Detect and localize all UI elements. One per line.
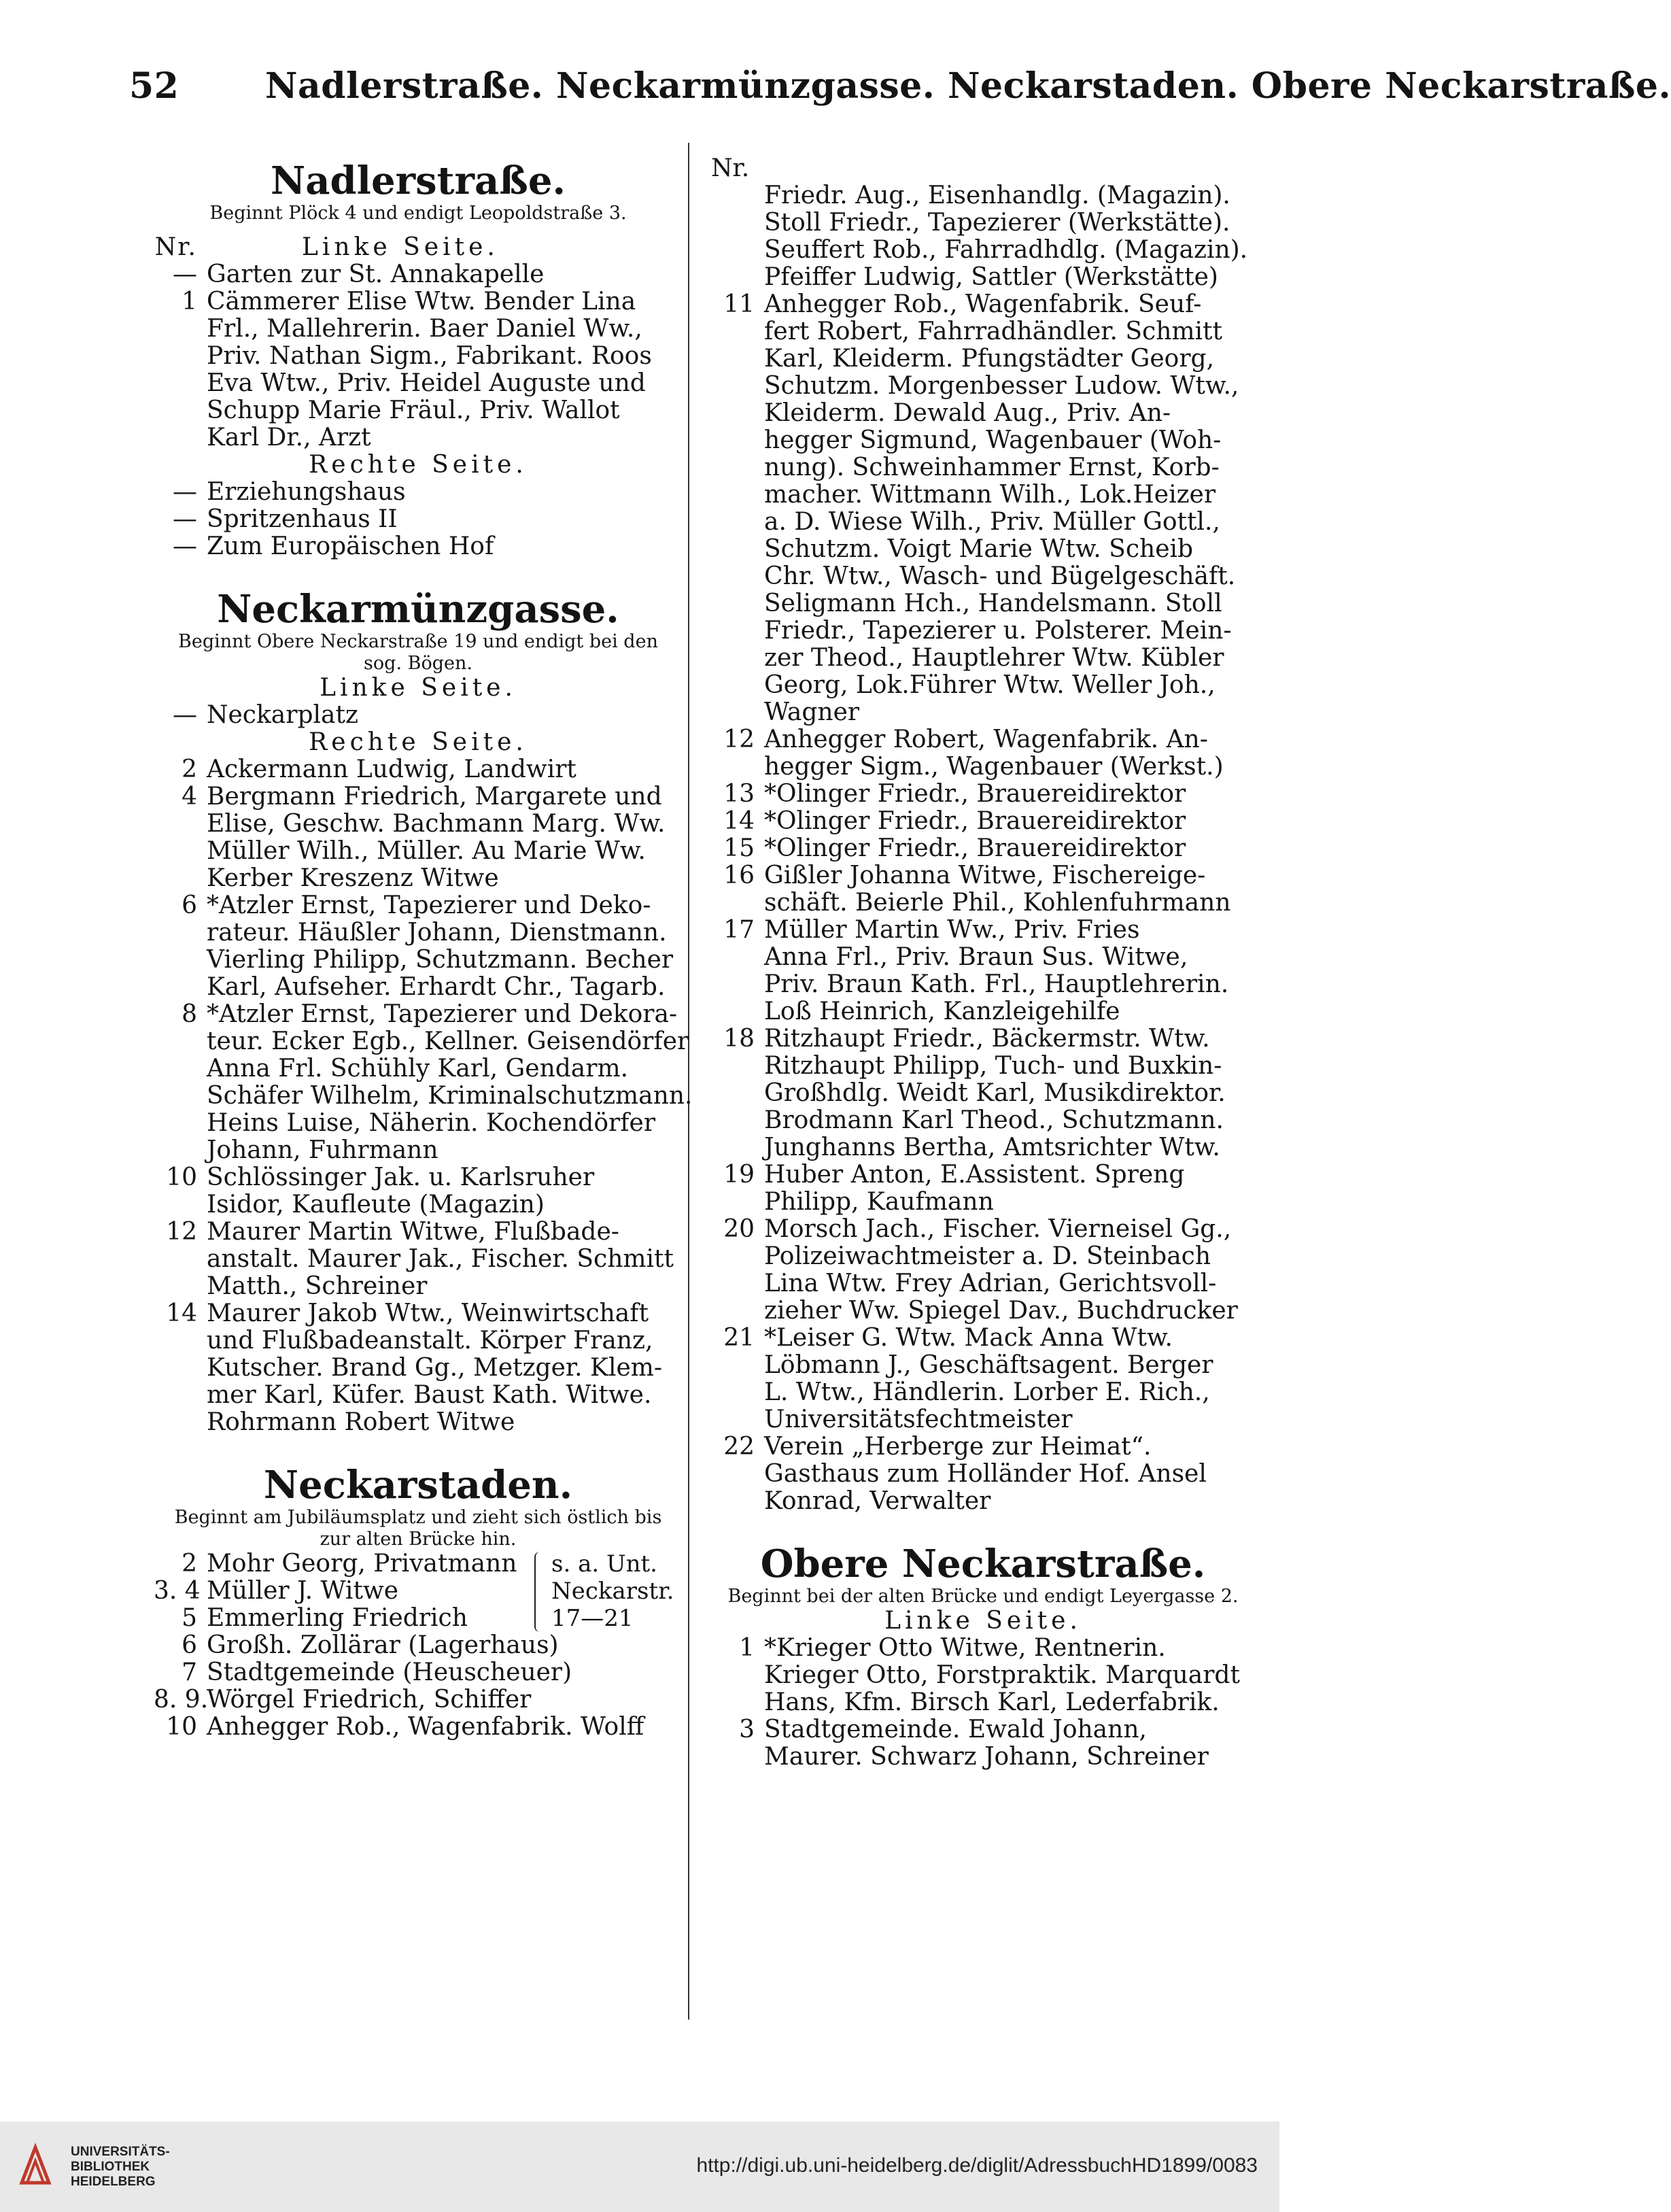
entry-line — [711, 373, 1255, 400]
street-title: Neckarstaden. — [263, 1463, 573, 1508]
entry-text: hegger Sigmund, Wagenbauer (Woh- — [764, 426, 1222, 454]
street-title: Nadlerstraße. — [271, 158, 566, 203]
entry-text: Krieger Otto, Forstpraktik. Marquardt — [764, 1661, 1240, 1689]
house-number: 11 — [723, 290, 755, 318]
entry-text: Zum Europäischen Hof — [207, 532, 494, 560]
entry-text: Spritzenhaus II — [207, 505, 398, 533]
entry-line — [711, 1433, 1255, 1461]
logo-line: HEIDELBERG — [71, 2175, 156, 2189]
entry-text: Johann, Fuhrmann — [207, 1136, 438, 1164]
entry-text: Matth., Schreiner — [207, 1272, 428, 1300]
spacer — [154, 1436, 683, 1459]
side-header: Linke Seite. — [320, 674, 517, 702]
entry-line — [154, 1382, 683, 1409]
entry-line — [154, 947, 683, 974]
entry-text: Priv. Braun Kath. Frl., Hauptlehrerin. — [764, 970, 1229, 998]
street-intro: zur alten Brücke hin. — [320, 1529, 517, 1550]
entry-text: Karl, Aufseher. Erhardt Chr., Tagarb. — [207, 973, 666, 1001]
entry-text: Karl Dr., Arzt — [207, 424, 371, 452]
street-intro: sog. Bögen. — [364, 653, 472, 674]
entry-text: Ritzhaupt Philipp, Tuch- und Buxkin- — [764, 1052, 1222, 1080]
entry-line — [154, 1686, 683, 1714]
side-header-row — [154, 234, 683, 261]
house-number: 6 — [182, 1631, 197, 1659]
entry-text: L. Wtw., Händlerin. Lorber E. Rich., — [764, 1378, 1210, 1406]
entry-line — [154, 865, 683, 892]
entry-line — [711, 617, 1255, 645]
cross-reference-line: 17—21 — [551, 1605, 634, 1632]
entry-text: Vierling Philipp, Schutzmann. Becher — [207, 946, 674, 974]
entry-line — [154, 1355, 683, 1382]
entry-text: Cämmerer Elise Wtw. Bender Lina — [207, 288, 636, 316]
entry-line — [711, 1325, 1255, 1352]
entry-line — [711, 1716, 1255, 1743]
cross-reference-note — [551, 1550, 687, 1632]
entry-text: Friedr. Aug., Eisenhandlg. (Magazin). — [764, 182, 1230, 209]
street-intro: Beginnt Obere Neckarstraße 19 und endigt bei den — [178, 631, 658, 652]
entry-line — [711, 454, 1255, 481]
entry-text: Gasthaus zum Holländer Hof. Ansel — [764, 1460, 1207, 1488]
entry-text: Junghanns Bertha, Amtsrichter Wtw. — [764, 1134, 1220, 1161]
entry-line — [711, 1025, 1255, 1053]
entry-text: und Flußbadeanstalt. Körper Franz, — [207, 1327, 653, 1355]
street-intro: Beginnt Plöck 4 und endigt Leopoldstraße 3. — [209, 203, 627, 224]
entry-text: Mohr Georg, Privatmann — [207, 1550, 517, 1578]
side-header: Rechte Seite. — [309, 451, 528, 479]
entry-text: Bergmann Friedrich, Margarete und — [207, 783, 662, 811]
entry-line — [154, 1714, 683, 1741]
entry-text: rateur. Häußler Johann, Dienstmann. — [207, 919, 667, 947]
entry-line — [711, 1189, 1255, 1216]
entry-text: Großhdlg. Weidt Karl, Musikdirektor. — [764, 1079, 1226, 1107]
entry-text: schäft. Beierle Phil., Kohlenfuhrmann — [764, 889, 1231, 917]
entry-line — [154, 288, 683, 316]
entry-text: Müller Martin Ww., Priv. Fries — [764, 916, 1140, 944]
entry-line — [154, 506, 683, 533]
entry-line — [154, 261, 683, 288]
entry-text: Rohrmann Robert Witwe — [207, 1408, 515, 1436]
entry-text: Anna Frl. Schühly Karl, Gendarm. — [207, 1055, 629, 1083]
entry-line — [711, 726, 1255, 753]
house-number: 7 — [182, 1658, 197, 1686]
entry-line — [711, 1379, 1255, 1406]
entry-line — [711, 1406, 1255, 1433]
cross-reference-line: Neckarstr. — [551, 1578, 674, 1605]
entry-line — [711, 645, 1255, 672]
entry-line — [154, 1409, 683, 1436]
entry-line — [711, 1161, 1255, 1189]
entry-text: hegger Sigm., Wagenbauer (Werkst.) — [764, 753, 1224, 781]
entry-text: Gißler Johanna Witwe, Fischereige- — [764, 862, 1206, 889]
entry-text: Schutzm. Morgenbesser Ludow. Wtw., — [764, 372, 1239, 400]
entry-line — [711, 509, 1255, 536]
house-number: — — [173, 532, 197, 560]
entry-text: *Olinger Friedr., Brauereidirektor — [764, 807, 1186, 835]
entry-line — [711, 1243, 1255, 1270]
page-number: 52 — [129, 65, 179, 107]
entry-line — [154, 1137, 683, 1164]
entry-text: Morsch Jach., Fischer. Vierneisel Gg., — [764, 1215, 1232, 1243]
house-number: 22 — [723, 1433, 755, 1461]
entry-text: Karl, Kleiderm. Pfungstädter Georg, — [764, 345, 1215, 373]
entry-text: Heins Luise, Näherin. Kochendörfer — [207, 1109, 656, 1137]
entry-text: Müller Wilh., Müller. Au Marie Ww. — [207, 837, 646, 865]
entry-text: teur. Ecker Egb., Kellner. Geisendörfer — [207, 1027, 689, 1055]
library-logo-icon — [15, 2142, 56, 2190]
entry-text: Brodmann Karl Theod., Schutzmann. — [764, 1106, 1224, 1134]
house-number: 10 — [166, 1163, 197, 1191]
logo-line: BIBLIOTHEK — [71, 2160, 150, 2174]
entry-text: Verein „Herberge zur Heimat“. — [764, 1433, 1152, 1461]
entry-line — [154, 838, 683, 865]
house-number: 13 — [723, 780, 755, 808]
house-number: 14 — [723, 807, 755, 835]
entry-line — [154, 974, 683, 1001]
entry-line — [154, 1191, 683, 1219]
entry-line — [711, 1689, 1255, 1716]
entry-text: Anna Frl., Priv. Braun Sus. Witwe, — [764, 943, 1188, 971]
house-number: 18 — [723, 1025, 755, 1053]
house-number: 21 — [723, 1324, 755, 1352]
entry-line — [711, 672, 1255, 699]
entry-text: Schupp Marie Fräul., Priv. Wallot — [207, 396, 620, 424]
entry-text: Frl., Mallehrerin. Baer Daniel Ww., — [207, 315, 642, 343]
side-header: Rechte Seite. — [309, 728, 528, 756]
entry-text: Georg, Lok.Führer Wtw. Weller Joh., — [764, 671, 1216, 699]
house-number: 8 — [182, 1000, 197, 1028]
entry-line — [154, 1219, 683, 1246]
entry-line — [154, 397, 683, 424]
entry-line — [711, 481, 1255, 509]
house-number: 16 — [723, 862, 755, 889]
entry-line — [711, 1297, 1255, 1325]
entry-text: Erziehungshaus — [207, 478, 406, 506]
entry-line — [154, 1273, 683, 1300]
entry-text: Müller J. Witwe — [207, 1577, 399, 1605]
entry-text: Kutscher. Brand Gg., Metzger. Klem- — [207, 1354, 663, 1382]
house-number: 6 — [182, 891, 197, 919]
entry-line — [154, 1300, 683, 1327]
house-number: 3. 4 — [154, 1577, 201, 1605]
house-number: — — [173, 260, 197, 288]
entry-line — [711, 1488, 1255, 1515]
entry-text: Schäfer Wilhelm, Kriminalschutzmann. — [207, 1082, 693, 1110]
entry-line — [154, 424, 683, 452]
spacer — [711, 1515, 1255, 1538]
entry-line — [711, 1216, 1255, 1243]
entry-text: *Atzler Ernst, Tapezierer und Dekora- — [207, 1000, 678, 1028]
entry-text: nung). Schweinhammer Ernst, Korb- — [764, 454, 1220, 481]
entry-text: Stoll Friedr., Tapezierer (Werkstätte). — [764, 209, 1230, 237]
entry-text: Schlössinger Jak. u. Karlsruher — [207, 1163, 595, 1191]
entry-line — [154, 1632, 683, 1659]
entry-text: Maurer Jakob Wtw., Weinwirtschaft — [207, 1299, 649, 1327]
entry-line — [711, 1053, 1255, 1080]
entry-line — [154, 1327, 683, 1355]
library-logo-text — [71, 2145, 170, 2190]
street-intro: Beginnt am Jubiläumsplatz und zieht sich östlich bis — [174, 1507, 662, 1528]
side-header: Linke Seite. — [884, 1607, 1082, 1635]
logo-line: UNIVERSITÄTS- — [71, 2145, 170, 2159]
entry-text: Garten zur St. Annakapelle — [207, 260, 545, 288]
entry-line — [711, 998, 1255, 1025]
street-intro: Beginnt bei der alten Brücke und endigt Leyergasse 2. — [727, 1586, 1239, 1607]
entry-text: anstalt. Maurer Jak., Fischer. Schmitt — [207, 1245, 674, 1273]
right-column — [711, 155, 1255, 1771]
left-column — [154, 155, 693, 1741]
entry-text: Anhegger Rob., Wagenfabrik. Seuf- — [764, 290, 1202, 318]
entry-line — [154, 343, 683, 370]
house-number: 12 — [166, 1218, 197, 1246]
entry-text: a. D. Wiese Wilh., Priv. Müller Gottl., — [764, 508, 1220, 536]
entry-text: Loß Heinrich, Kanzleigehilfe — [764, 998, 1120, 1025]
neckarstaden-entries — [154, 1550, 683, 1741]
entry-line — [711, 917, 1255, 944]
entry-line — [711, 1662, 1255, 1689]
entry-text: Isidor, Kaufleute (Magazin) — [207, 1191, 545, 1219]
nr-label: Nr. — [711, 154, 750, 182]
entry-line — [154, 1082, 693, 1110]
house-number: 20 — [723, 1215, 755, 1243]
source-url-link[interactable]: http://digi.ub.uni-heidelberg.de/diglit/AdressbuchHD1899/0083 — [696, 2154, 1258, 2177]
entry-line — [154, 811, 683, 838]
entry-text: Eva Wtw., Priv. Heidel Auguste und — [207, 369, 646, 397]
entry-text: Stadtgemeinde (Heuscheuer) — [207, 1658, 572, 1686]
house-number: 12 — [723, 726, 755, 753]
entry-line — [711, 971, 1255, 998]
entry-text: Konrad, Verwalter — [764, 1487, 991, 1515]
entry-line — [154, 1027, 689, 1055]
entry-text: Lina Wtw. Frey Adrian, Gerichtsvoll- — [764, 1270, 1217, 1297]
entry-line — [711, 563, 1255, 590]
entry-line — [711, 889, 1255, 917]
entry-line — [711, 345, 1255, 373]
entry-text: Neckarplatz — [207, 701, 358, 729]
entry-line — [711, 781, 1255, 808]
entry-line — [711, 1134, 1255, 1161]
entry-text: Maurer. Schwarz Johann, Schreiner — [764, 1743, 1209, 1771]
entry-line — [711, 590, 1255, 617]
house-number: 14 — [166, 1299, 197, 1327]
entry-text: Anhegger Rob., Wagenfabrik. Wolff — [207, 1713, 644, 1741]
entry-line — [154, 316, 683, 343]
house-number: — — [173, 505, 197, 533]
entry-line — [711, 291, 1255, 318]
entry-line — [711, 182, 1255, 209]
entry-line — [711, 427, 1255, 454]
house-number: 3 — [739, 1716, 755, 1743]
entry-line — [154, 1246, 683, 1273]
entry-text: Friedr., Tapezierer u. Polsterer. Mein- — [764, 617, 1232, 645]
house-number: 8. 9. — [154, 1686, 209, 1714]
entry-text: Seligmann Hch., Handelsmann. Stoll — [764, 590, 1222, 617]
entry-text: Pfeiffer Ludwig, Sattler (Werkstätte) — [764, 263, 1218, 291]
entry-text: *Atzler Ernst, Tapezierer und Deko- — [207, 891, 651, 919]
entry-text: *Olinger Friedr., Brauereidirektor — [764, 834, 1186, 862]
entry-text: *Krieger Otto Witwe, Rentnerin. — [764, 1634, 1166, 1662]
house-number: 2 — [182, 755, 197, 783]
spacer — [154, 224, 683, 234]
entry-line — [711, 1461, 1255, 1488]
entry-line — [711, 1352, 1255, 1379]
entry-line — [711, 237, 1255, 264]
entry-text: Kleiderm. Dewald Aug., Priv. An- — [764, 399, 1171, 427]
brace-mark — [534, 1552, 545, 1632]
house-number: — — [173, 701, 197, 729]
entry-line — [711, 1743, 1255, 1771]
entry-line — [711, 1080, 1255, 1107]
house-number: 15 — [723, 834, 755, 862]
entry-text: macher. Wittmann Wilh., Lok.Heizer — [764, 481, 1216, 509]
entry-text: Wagner — [764, 698, 860, 726]
footer-bar — [0, 2122, 1279, 2212]
entry-text: Schutzm. Voigt Marie Wtw. Scheib — [764, 535, 1194, 563]
entry-line — [154, 1659, 683, 1686]
entry-text: Anhegger Robert, Wagenfabrik. An- — [764, 726, 1208, 753]
entry-line — [711, 753, 1255, 781]
entry-line — [711, 318, 1255, 345]
house-number: 17 — [723, 916, 755, 944]
entry-line — [711, 1107, 1255, 1134]
street-title: Neckarmünzgasse. — [217, 587, 619, 632]
house-number: — — [173, 478, 197, 506]
entry-text: *Olinger Friedr., Brauereidirektor — [764, 780, 1186, 808]
entry-line — [711, 400, 1255, 427]
house-number: 19 — [723, 1161, 755, 1189]
page-header — [129, 65, 1671, 120]
entry-line — [711, 862, 1255, 889]
column-divider — [688, 143, 689, 2020]
entry-line — [711, 209, 1255, 237]
nr-label: Nr. — [154, 233, 197, 261]
street-title: Obere Neckarstraße. — [760, 1542, 1206, 1586]
side-header: Linke Seite. — [302, 233, 499, 261]
entry-line — [154, 1001, 683, 1028]
entry-text: *Leiser G. Wtw. Mack Anna Wtw. — [764, 1324, 1173, 1352]
entry-line — [154, 533, 683, 560]
house-number: 1 — [182, 288, 197, 316]
house-number: 2 — [182, 1550, 197, 1578]
entry-line — [154, 1164, 683, 1191]
entry-text: Philipp, Kaufmann — [764, 1188, 994, 1216]
entry-line — [154, 702, 683, 729]
entry-line — [711, 264, 1255, 291]
entry-line — [154, 479, 683, 506]
entry-text: Polizeiwachtmeister a. D. Steinbach — [764, 1242, 1211, 1270]
entry-line — [711, 1635, 1255, 1662]
house-number: 5 — [182, 1604, 197, 1632]
entry-text: Maurer Martin Witwe, Flußbade- — [207, 1218, 619, 1246]
entry-line — [154, 892, 683, 919]
entry-line — [154, 919, 683, 947]
entry-text: Priv. Nathan Sigm., Fabrikant. Roos — [207, 342, 652, 370]
entry-line — [154, 370, 683, 397]
entry-text: Kerber Kreszenz Witwe — [207, 864, 499, 892]
entry-text: fert Robert, Fahrradhändler. Schmitt — [764, 318, 1222, 345]
entry-line — [154, 783, 683, 811]
entry-text: Huber Anton, E.Assistent. Spreng — [764, 1161, 1185, 1189]
entry-line — [711, 536, 1255, 563]
cross-reference-line: s. a. Unt. — [551, 1550, 657, 1578]
entry-text: mer Karl, Küfer. Baust Kath. Witwe. — [207, 1381, 652, 1409]
entry-line — [711, 835, 1255, 862]
entry-text: Großh. Zollärar (Lagerhaus) — [207, 1631, 559, 1659]
entry-line — [154, 1110, 683, 1137]
entry-line — [711, 944, 1255, 971]
entry-text: Seuffert Rob., Fahrradhdlg. (Magazin). — [764, 236, 1248, 264]
spacer — [154, 560, 683, 583]
entry-text: Ackermann Ludwig, Landwirt — [207, 755, 576, 783]
entry-text: Emmerling Friedrich — [207, 1604, 468, 1632]
entry-text: Universitätsfechtmeister — [764, 1406, 1073, 1433]
entry-text: zer Theod., Hauptlehrer Wtw. Kübler — [764, 644, 1224, 672]
entry-text: Hans, Kfm. Birsch Karl, Lederfabrik. — [764, 1688, 1220, 1716]
entry-line — [154, 756, 683, 783]
entry-text: Löbmann J., Geschäftsagent. Berger — [764, 1351, 1213, 1379]
entry-line — [154, 1055, 683, 1083]
entry-text: Elise, Geschw. Bachmann Marg. Ww. — [207, 810, 666, 838]
entry-text: Wörgel Friedrich, Schiffer — [207, 1686, 532, 1714]
entry-line — [711, 808, 1255, 835]
running-title: Nadlerstraße. Neckarmünzgasse. Neckarstaden. Obere Neckarstraße. — [265, 65, 1671, 107]
house-number: 1 — [739, 1634, 755, 1662]
house-number: 10 — [166, 1713, 197, 1741]
house-number: 4 — [182, 783, 197, 811]
entry-line — [711, 1270, 1255, 1297]
entry-text: Stadtgemeinde. Ewald Johann, — [764, 1716, 1147, 1743]
entry-line — [711, 699, 1255, 726]
entry-text: zieher Ww. Spiegel Dav., Buchdrucker — [764, 1297, 1238, 1325]
entry-text: Chr. Wtw., Wasch- und Bügelgeschäft. — [764, 562, 1236, 590]
entry-text: Ritzhaupt Friedr., Bäckermstr. Wtw. — [764, 1025, 1210, 1053]
